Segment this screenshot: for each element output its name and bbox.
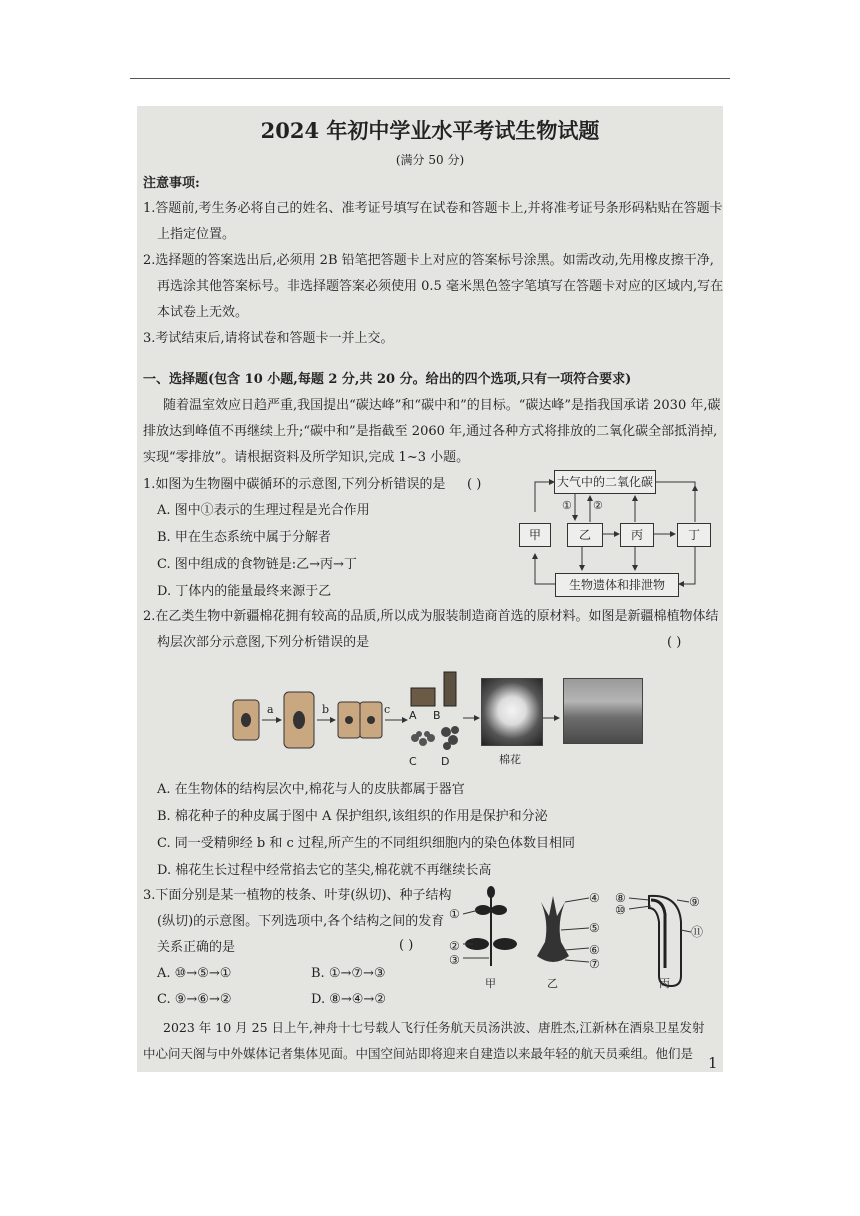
plant-structure-figure xyxy=(449,882,715,994)
q1-option: D. 丁体内的能量最终来源于乙 xyxy=(157,584,332,599)
q2-stem: 2.在乙类生物中新疆棉花拥有较高的品质,所以成为服装制造商首选的原材料。如图是新疆棉植物体结 xyxy=(143,609,719,624)
q3-stem-cont: 关系正确的是 xyxy=(157,940,236,955)
top-rule xyxy=(130,78,730,79)
fig-label-bing: 丙 xyxy=(659,977,670,990)
q3-option: A. ⑩→⑤→① xyxy=(157,966,232,981)
cotton-field-photo xyxy=(563,678,643,744)
notice-heading: 注意事项: xyxy=(143,176,200,191)
ding-box: 丁 xyxy=(677,523,711,547)
intro-line: 实现“零排放”。请根据资料及所学知识,完成 1~3 小题。 xyxy=(143,450,470,465)
q2-option: A. 在生物体的结构层次中,棉花与人的皮肤都属于器官 xyxy=(157,782,465,797)
q3-stem-cont: (纵切)的示意图。下列选项中,各个结构之间的发育 xyxy=(157,914,445,929)
q1-option: A. 图中①表示的生理过程是光合作用 xyxy=(157,503,370,518)
mark-8: ⑧ xyxy=(615,891,626,905)
notice-line: 上指定位置。 xyxy=(157,227,236,242)
mark-11: ⑪ xyxy=(691,925,704,939)
mark-1: ① xyxy=(562,499,572,512)
notice-line: 3.考试结束后,请将试卷和答题卡一并上交。 xyxy=(143,331,394,346)
q2-stem-cont: 构层次部分示意图,下列分析错误的是 xyxy=(157,635,370,650)
label-tissue-a: A xyxy=(409,709,417,722)
intro-line: 随着温室效应日趋严重,我国提出“碳达峰”和“碳中和”的目标。“碳达峰”是指我国承诺 2030 年,碳 xyxy=(163,398,721,413)
section-heading: 一、选择题(包含 10 小题,每题 2 分,共 20 分。给出的四个选项,只有一项符合要求) xyxy=(143,372,632,387)
q1-option: C. 图中组成的食物链是:乙→丙→丁 xyxy=(157,557,357,572)
exam-page xyxy=(137,106,723,1072)
mark-7: ⑦ xyxy=(589,957,600,971)
q1-option: B. 甲在生态系统中属于分解者 xyxy=(157,530,331,545)
mark-2: ② xyxy=(449,939,460,953)
mark-10: ⑩ xyxy=(615,903,626,917)
mark-1: ① xyxy=(449,907,460,921)
q3-option: D. ⑧→④→② xyxy=(311,992,386,1007)
mark-6: ⑥ xyxy=(589,943,600,957)
q1-bracket: ( ) xyxy=(467,477,482,492)
q2-option: D. 棉花生长过程中经常掐去它的茎尖,棉花就不再继续长高 xyxy=(157,863,492,878)
q2-option: B. 棉花种子的种皮属于图中 A 保护组织,该组织的作用是保护和分泌 xyxy=(157,809,548,824)
exam-title: 2024 年初中学业水平考试生物试题 xyxy=(260,118,600,143)
label-b: b xyxy=(322,703,330,716)
exam-subtitle: (满分 50 分) xyxy=(395,153,465,167)
notice-line: 2.选择题的答案选出后,必须用 2B 铅笔把答题卡上对应的答案标号涂黑。如需改动,先用橡皮擦干净, xyxy=(143,253,714,268)
mark-9: ⑨ xyxy=(689,895,700,909)
fig-label-yi: 乙 xyxy=(547,977,558,990)
q2-option: C. 同一受精卵经 b 和 c 过程,所产生的不同组织细胞内的染色体数目相同 xyxy=(157,836,576,851)
q3-stem: 3.下面分别是某一植物的枝条、叶芽(纵切)、种子结构 xyxy=(143,888,452,903)
mark-4: ④ xyxy=(589,891,600,905)
cotton-label: 棉花 xyxy=(499,753,521,766)
notice-line: 1.答题前,考生务必将自己的姓名、准考证号填写在试卷和答题卡上,并将准考证号条形码粘贴在答题卡 xyxy=(143,201,723,216)
fig-label-jia: 甲 xyxy=(485,977,496,990)
q2-bracket: ( ) xyxy=(667,635,682,650)
q1-stem: 1.如图为生物圈中碳循环的示意图,下列分析错误的是 xyxy=(143,477,446,492)
label-a: a xyxy=(267,703,274,716)
intro-line: 排放达到峰值不再继续上升;“碳中和”是指截至 2060 年,通过各种方式将排放的二氧化碳全部抵消掉, xyxy=(143,424,718,439)
label-tissue-c: C xyxy=(409,755,417,768)
passage-line: 中心问天阁与中外媒体记者集体见面。中国空间站即将迎来自建造以来最年轻的航天员乘组。他们是 xyxy=(143,1046,694,1061)
q3-option: C. ⑨→⑥→② xyxy=(157,992,232,1007)
jia-box: 甲 xyxy=(519,523,551,547)
bing-box: 丙 xyxy=(620,523,654,547)
q3-option: B. ①→⑦→③ xyxy=(311,966,386,981)
remains-box: 生物遗体和排泄物 xyxy=(555,573,679,597)
carbon-cycle-diagram xyxy=(515,466,715,596)
mark-3: ③ xyxy=(449,953,460,967)
label-tissue-d: D xyxy=(441,755,450,768)
atmosphere-co2-box: 大气中的二氧化碳 xyxy=(554,470,656,494)
passage-line: 2023 年 10 月 25 日上午,神舟十七号载人飞行任务航天员汤洪波、唐胜杰,江新林在酒泉卫星发射 xyxy=(163,1020,705,1035)
notice-line: 本试卷上无效。 xyxy=(157,305,249,320)
label-c: c xyxy=(384,703,391,716)
label-tissue-b: B xyxy=(433,709,441,722)
q3-bracket: ( ) xyxy=(399,938,414,953)
notice-line: 再选涂其他答案标号。非选择题答案必须使用 0.5 毫米黑色签字笔填写在答题卡对应的区域内,写在 xyxy=(157,279,723,294)
cotton-boll-photo xyxy=(481,678,543,746)
yi-box: 乙 xyxy=(567,523,603,547)
mark-2: ② xyxy=(593,499,603,512)
mark-5: ⑤ xyxy=(589,921,600,935)
page-number: 1 xyxy=(708,1054,718,1072)
cotton-structure-diagram xyxy=(229,668,629,774)
